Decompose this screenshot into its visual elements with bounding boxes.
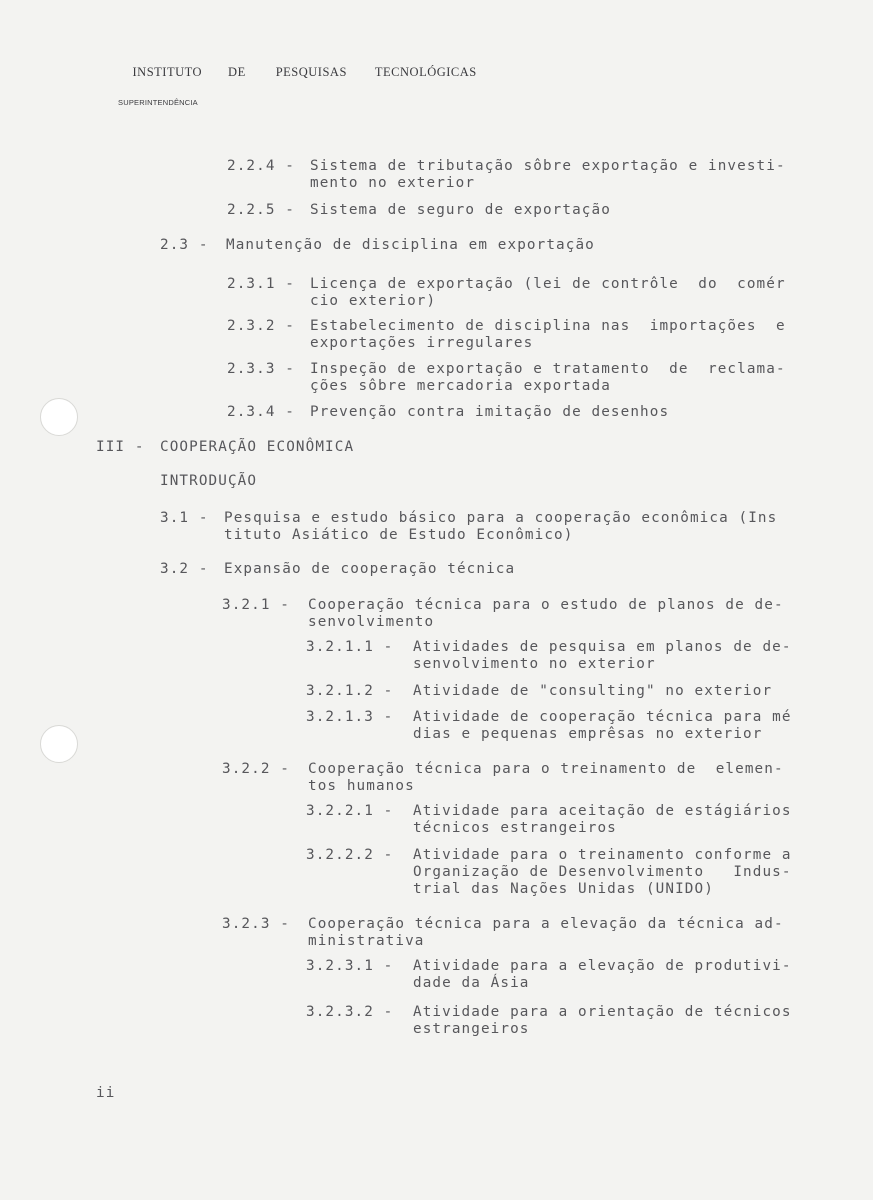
text-line: INTRODUÇÃO xyxy=(160,473,258,489)
text-line: estrangeiros xyxy=(413,1021,530,1037)
outline-text xyxy=(310,361,786,395)
text-line: mento no exterior xyxy=(310,175,476,191)
outline-text xyxy=(413,803,792,837)
outline-number: 3.2.3.2 - xyxy=(306,1004,394,1020)
outline-number: 3.2.1.1 - xyxy=(306,639,394,655)
outline-text xyxy=(413,847,792,898)
text-line: Sistema de tributação sôbre exportação e investi- xyxy=(310,158,786,174)
superintendencia-label: SUPERINTENDÊNCIA xyxy=(118,98,198,107)
outline-text xyxy=(224,510,777,544)
text-line: exportações irregulares xyxy=(310,335,534,351)
outline-text xyxy=(413,1004,792,1038)
text-line: Expansão de cooperação técnica xyxy=(224,561,516,577)
outline-number: 2.3.3 - xyxy=(227,361,295,377)
text-line: Inspeção de exportação e tratamento de reclama- xyxy=(310,361,786,377)
outline-text xyxy=(160,439,354,456)
outline-number: 2.3 - xyxy=(160,237,209,253)
outline-number: 3.1 - xyxy=(160,510,209,526)
text-line: dade da Ásia xyxy=(413,975,530,991)
text-line: Sistema de seguro de exportação xyxy=(310,202,611,218)
outline-text xyxy=(413,709,792,743)
text-line: Cooperação técnica para a elevação da técnica ad- xyxy=(308,916,784,932)
outline-number: 3.2.2.1 - xyxy=(306,803,394,819)
text-line: tos humanos xyxy=(308,778,415,794)
text-line: Manutenção de disciplina em exportação xyxy=(226,237,595,253)
outline-number: III - xyxy=(96,439,145,455)
text-line: Estabelecimento de disciplina nas importações e xyxy=(310,318,786,334)
text-line: senvolvimento xyxy=(308,614,435,630)
text-line: Atividade para a orientação de técnicos xyxy=(413,1004,792,1020)
outline-number: 2.3.2 - xyxy=(227,318,295,334)
outline-text xyxy=(310,276,786,310)
outline-number: 3.2.3.1 - xyxy=(306,958,394,974)
text-line: Cooperação técnica para o estudo de planos de de- xyxy=(308,597,784,613)
text-line: cio exterior) xyxy=(310,293,437,309)
outline-text xyxy=(310,318,786,352)
outline-text xyxy=(413,639,792,673)
outline-text xyxy=(310,158,786,192)
outline-number: 3.2 - xyxy=(160,561,209,577)
text-line: tituto Asiático de Estudo Econômico) xyxy=(224,527,574,543)
outline-number: 3.2.2.2 - xyxy=(306,847,394,863)
outline-number: 2.2.5 - xyxy=(227,202,295,218)
text-line: Atividade para o treinamento conforme a xyxy=(413,847,792,863)
outline-number: 2.2.4 - xyxy=(227,158,295,174)
text-line: ministrativa xyxy=(308,933,425,949)
text-line: Organização de Desenvolvimento Indus- xyxy=(413,864,792,880)
text-line: trial das Nações Unidas (UNIDO) xyxy=(413,881,714,897)
outline-text xyxy=(308,761,784,795)
text-line: senvolvimento no exterior xyxy=(413,656,656,672)
institute-header xyxy=(118,50,477,95)
text-line: Cooperação técnica para o treinamento de elemen- xyxy=(308,761,784,777)
outline-text xyxy=(310,404,669,421)
text-line: Prevenção contra imitação de desenhos xyxy=(310,404,670,420)
text-line: dias e pequenas emprêsas no exterior xyxy=(413,726,763,742)
text-line: ções sôbre mercadoria exportada xyxy=(310,378,611,394)
header-word: TECNOLÓGICAS xyxy=(374,65,477,79)
text-line: técnicos estrangeiros xyxy=(413,820,617,836)
outline-number: 3.2.1.3 - xyxy=(306,709,394,725)
outline-text xyxy=(413,958,792,992)
outline-text xyxy=(413,683,772,700)
outline-number: 2.3.1 - xyxy=(227,276,295,292)
outline-number: 3.2.2 - xyxy=(222,761,290,777)
outline-text xyxy=(160,473,257,490)
outline-number: 3.2.1 - xyxy=(222,597,290,613)
punch-hole xyxy=(40,398,78,436)
header-word: PESQUISAS xyxy=(275,65,347,79)
page-number: ii xyxy=(96,1085,116,1101)
outline-text xyxy=(310,202,611,219)
punch-hole xyxy=(40,725,78,763)
text-line: Atividade para aceitação de estágiários xyxy=(413,803,792,819)
text-line: COOPERAÇÃO ECONÔMICA xyxy=(160,439,355,455)
header-word: INSTITUTO xyxy=(132,65,203,79)
header-word: DE xyxy=(228,65,246,79)
outline-number: 2.3.4 - xyxy=(227,404,295,420)
outline-text xyxy=(308,916,784,950)
outline-text xyxy=(308,597,784,631)
text-line: Atividade de "consulting" no exterior xyxy=(413,683,773,699)
text-line: Pesquisa e estudo básico para a cooperação econômica (Ins xyxy=(224,510,778,526)
text-line: Atividade para a elevação de produtivi- xyxy=(413,958,792,974)
text-line: Atividade de cooperação técnica para mé xyxy=(413,709,792,725)
text-line: Atividades de pesquisa em planos de de- xyxy=(413,639,792,655)
text-line: Licença de exportação (lei de contrôle do comér xyxy=(310,276,786,292)
outline-number: 3.2.1.2 - xyxy=(306,683,394,699)
outline-text xyxy=(226,237,595,254)
outline-text xyxy=(224,561,515,578)
outline-number: 3.2.3 - xyxy=(222,916,290,932)
